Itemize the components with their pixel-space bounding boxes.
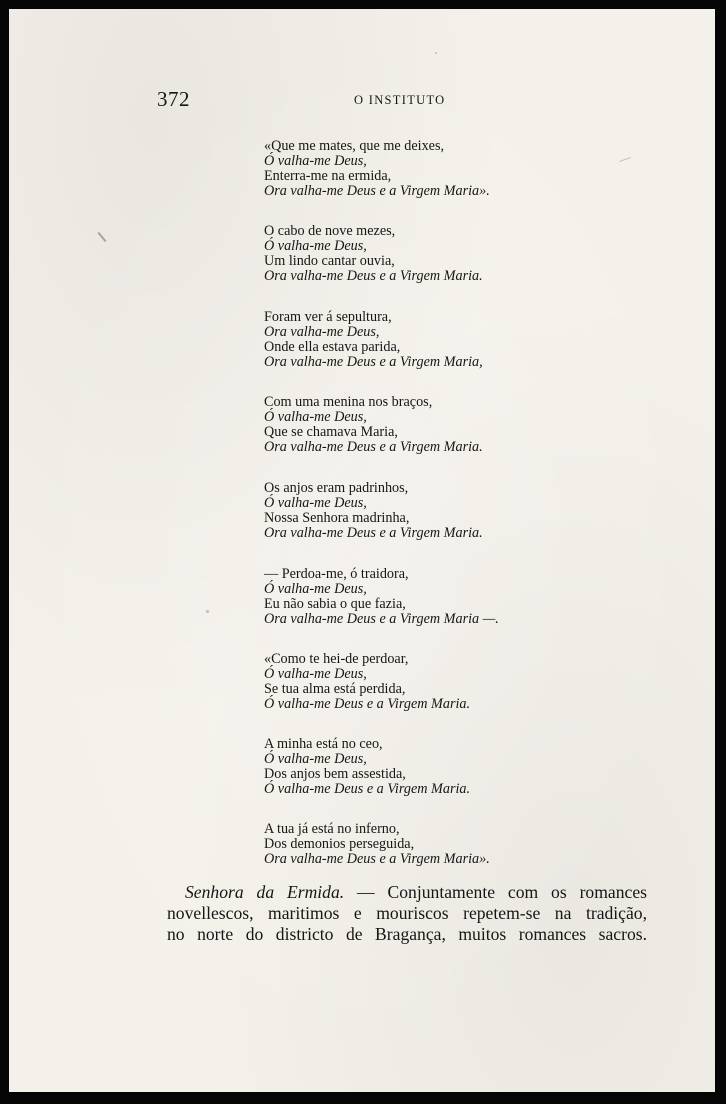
stanza-6 <box>264 567 499 627</box>
poem-line: Com uma menina nos braços, <box>264 394 433 410</box>
prose-paragraph <box>167 882 647 945</box>
poem-line: Onde ella estava parida, <box>264 338 401 355</box>
stanza-8 <box>264 737 470 797</box>
page-number: 372 <box>157 87 190 111</box>
stanza-7 <box>264 652 470 712</box>
poem-line: O cabo de nove mezes, <box>264 223 396 239</box>
poem-refrain-line: Ó valha-me Deus e a Virgem Maria. <box>264 695 471 712</box>
poem-refrain-line: Ora valha-me Deus e a Virgem Maria. <box>264 438 483 455</box>
prose-line-1 <box>167 882 647 903</box>
poem-line: Foram ver á sepultura, <box>264 309 392 325</box>
poem-line: Os anjos eram padrinhos, <box>264 480 409 496</box>
poem-line: «Como te hei-de perdoar, <box>264 651 409 667</box>
poem-refrain-line: Ó valha-me Deus, <box>264 494 367 511</box>
poem-line: Eu não sabia o que fazia, <box>264 595 406 612</box>
paper-speck <box>206 610 209 613</box>
prose-line-2: novellescos, maritimos e mouriscos repetem-se na tradição, <box>167 903 647 923</box>
prose-line-3: no norte do districto de Bragança, muitos romances sacros. <box>167 924 647 944</box>
prose-text: — Conjuntamente com os romances <box>344 882 647 902</box>
poem-line: «Que me mates, que me deixes, <box>264 138 445 154</box>
poem-refrain-line: Ora valha-me Deus, <box>264 323 380 340</box>
stanza-9 <box>264 822 490 867</box>
poem-refrain-line: Ora valha-me Deus e a Virgem Maria, <box>264 353 483 370</box>
poem-refrain-line: Ora valha-me Deus e a Virgem Maria. <box>264 524 483 541</box>
poem-refrain-line: Ora valha-me Deus e a Virgem Maria». <box>264 182 490 199</box>
paper-speck <box>619 157 631 162</box>
poem-line: — Perdoa-me, ó traidora, <box>264 566 409 582</box>
poem-refrain-line: Ó valha-me Deus, <box>264 237 367 254</box>
paper-speck <box>435 52 437 54</box>
poem-refrain-line: Ó valha-me Deus, <box>264 408 367 425</box>
stanza-1 <box>264 139 490 199</box>
poem-line: A minha está no ceo, <box>264 736 383 752</box>
poem-line: Dos anjos bem assestida, <box>264 765 406 782</box>
stanza-4 <box>264 395 483 455</box>
section-heading: Senhora da Ermida. <box>185 882 345 902</box>
poem-refrain-line: Ó valha-me Deus, <box>264 580 367 597</box>
scanned-page <box>9 9 715 1092</box>
poem-refrain-line: Ó valha-me Deus, <box>264 750 367 767</box>
poem-refrain-line: Ora valha-me Deus e a Virgem Maria». <box>264 850 490 867</box>
stanza-3 <box>264 310 483 370</box>
poem-refrain-line: Ora valha-me Deus e a Virgem Maria. <box>264 267 483 284</box>
poem-line: Se tua alma está perdida, <box>264 680 406 697</box>
poem-line: Dos demonios perseguida, <box>264 835 415 852</box>
stanza-5 <box>264 481 483 541</box>
running-title: O INSTITUTO <box>354 93 446 107</box>
poem-line: Um lindo cantar ouvia, <box>264 252 395 269</box>
poem-refrain-line: Ó valha-me Deus, <box>264 152 367 169</box>
poem-refrain-line: Ó valha-me Deus e a Virgem Maria. <box>264 780 471 797</box>
poem-line: A tua já está no inferno, <box>264 821 400 837</box>
poem-refrain-line: Ora valha-me Deus e a Virgem Maria —. <box>264 610 499 627</box>
stanza-2 <box>264 224 483 284</box>
poem-refrain-line: Ó valha-me Deus, <box>264 665 367 682</box>
poem-line: Enterra-me na ermida, <box>264 167 392 184</box>
paper-speck <box>97 232 106 242</box>
poem-line: Que se chamava Maria, <box>264 423 398 440</box>
poem-line: Nossa Senhora madrinha, <box>264 509 410 526</box>
